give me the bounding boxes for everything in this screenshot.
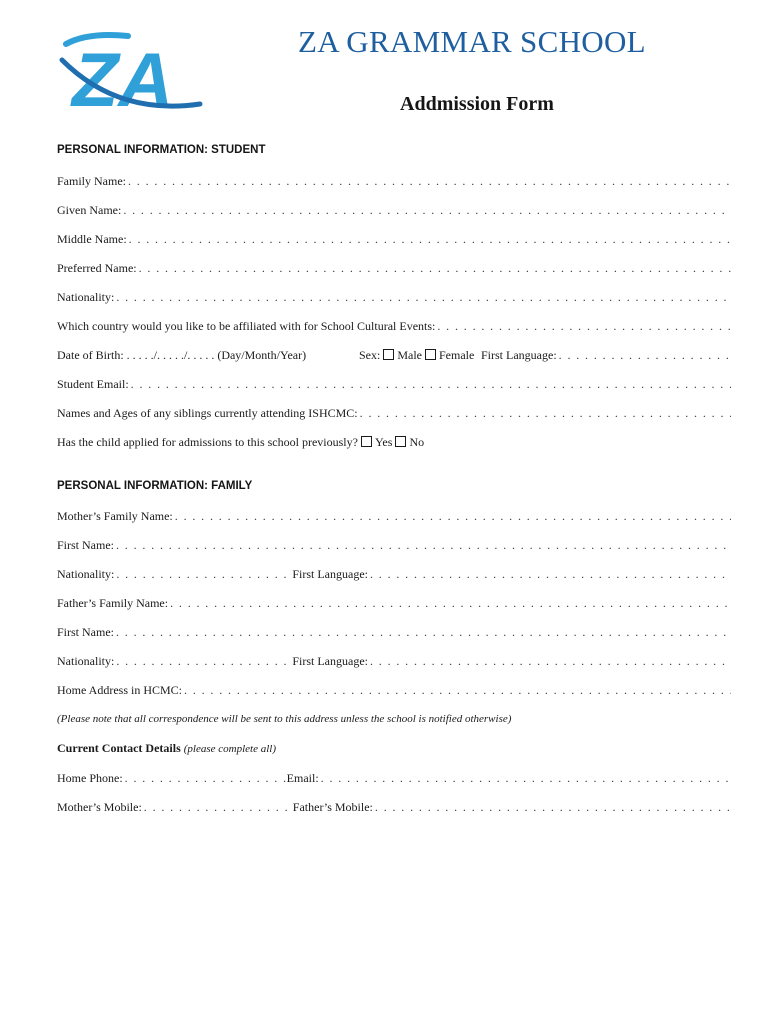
female-checkbox[interactable] (425, 349, 436, 360)
middle-name-field[interactable] (57, 232, 731, 250)
middle-name-dotted-line[interactable] (129, 232, 731, 247)
mother-first-name-dotted-line[interactable] (116, 538, 731, 553)
email-dotted-line[interactable] (321, 771, 731, 786)
nationality-field[interactable] (57, 290, 731, 308)
mother-mobile-label: Mother’s Mobile: (57, 800, 142, 814)
given-name-label: Given Name: (57, 203, 122, 217)
mother-mobile-dotted-line[interactable] (144, 800, 293, 815)
mother-family-name-dotted-line[interactable] (175, 509, 731, 524)
student-email-field[interactable] (57, 377, 731, 395)
home-phone-email-row (57, 771, 731, 789)
father-first-language-label: First Language: (292, 654, 368, 668)
father-first-language-dotted-line[interactable] (370, 654, 731, 669)
mother-first-name-label: First Name: (57, 538, 114, 552)
school-logo (58, 30, 208, 114)
mother-family-name-field[interactable] (57, 509, 731, 527)
family-name-label: Family Name: (57, 174, 126, 188)
family-name-dotted-line[interactable] (128, 174, 731, 189)
siblings-label: Names and Ages of any siblings currently attending ISHCMC: (57, 406, 358, 420)
mother-first-language-dotted-line[interactable] (370, 567, 731, 582)
father-nationality-label: Nationality: (57, 654, 115, 668)
yes-label: Yes (374, 435, 393, 449)
father-nationality-dotted-line[interactable] (116, 654, 288, 669)
home-address-dotted-line[interactable] (184, 683, 731, 698)
applied-previously-label: Has the child applied for admissions to this school previously? (57, 435, 358, 449)
no-checkbox[interactable] (395, 436, 406, 447)
contact-heading-note: (please complete all) (183, 743, 277, 755)
dob-sex-language-row (57, 348, 731, 366)
father-mobile-label: Father’s Mobile: (292, 800, 373, 814)
mother-first-name-field[interactable] (57, 538, 731, 556)
mother-nationality-label: Nationality: (57, 567, 115, 581)
student-email-label: Student Email: (57, 377, 129, 391)
nationality-dotted-line[interactable] (116, 290, 731, 305)
email-label: Email: (286, 771, 319, 785)
svg-text:ZA: ZA (72, 38, 174, 114)
father-family-name-field[interactable] (57, 596, 731, 614)
given-name-field[interactable] (57, 203, 731, 221)
affiliation-label: Which country would you like to be affiliated with for School Cultural Events: (57, 319, 436, 333)
mother-nationality-dotted-line[interactable] (116, 567, 288, 582)
first-language-label: First Language: (481, 348, 557, 362)
father-first-name-label: First Name: (57, 625, 114, 639)
applied-previously-row (57, 435, 731, 453)
nationality-label: Nationality: (57, 290, 115, 304)
mother-family-name-label: Mother’s Family Name: (57, 509, 173, 523)
female-label: Female (439, 348, 475, 362)
sex-label: Sex: (359, 348, 381, 362)
siblings-field[interactable] (57, 406, 731, 424)
dob-field[interactable]: Date of Birth: . . . . ./. . . . ./. . . . . (Day/Month/Year) (57, 348, 307, 362)
home-address-label: Home Address in HCMC: (57, 683, 183, 697)
form-title: Addmission Form (400, 93, 554, 115)
mother-first-language-label: First Language: (292, 567, 368, 581)
male-label: Male (397, 348, 422, 362)
home-address-field[interactable] (57, 683, 731, 701)
middle-name-label: Middle Name: (57, 232, 127, 246)
student-email-dotted-line[interactable] (131, 377, 731, 392)
preferred-name-dotted-line[interactable] (139, 261, 731, 276)
address-note: (Please note that all correspondence will be sent to this address unless the school is notified otherwise) (57, 713, 512, 725)
father-nationality-language-row (57, 654, 731, 672)
father-first-name-dotted-line[interactable] (116, 625, 731, 640)
yes-checkbox[interactable] (361, 436, 372, 447)
mobiles-row (57, 800, 731, 818)
home-phone-label: Home Phone: (57, 771, 123, 785)
affiliation-field[interactable] (57, 319, 731, 337)
family-section-heading: PERSONAL INFORMATION: FAMILY (57, 480, 253, 492)
preferred-name-field[interactable] (57, 261, 731, 279)
father-family-name-label: Father’s Family Name: (57, 596, 169, 610)
mother-nationality-language-row (57, 567, 731, 585)
affiliation-dotted-line[interactable] (437, 319, 731, 334)
given-name-dotted-line[interactable] (123, 203, 731, 218)
male-checkbox[interactable] (383, 349, 394, 360)
preferred-name-label: Preferred Name: (57, 261, 137, 275)
siblings-dotted-line[interactable] (360, 406, 731, 421)
contact-heading-title: Current Contact Details (57, 741, 181, 755)
father-mobile-dotted-line[interactable] (375, 800, 731, 815)
family-name-field[interactable] (57, 174, 731, 192)
no-label: No (409, 435, 425, 449)
student-section-heading: PERSONAL INFORMATION: STUDENT (57, 144, 266, 156)
school-name: ZA GRAMMAR SCHOOL (298, 24, 646, 59)
father-first-name-field[interactable] (57, 625, 731, 643)
contact-details-heading (57, 741, 276, 756)
first-language-dotted-line[interactable] (559, 348, 731, 363)
father-family-name-dotted-line[interactable] (170, 596, 731, 611)
home-phone-dotted-line[interactable] (125, 771, 287, 786)
